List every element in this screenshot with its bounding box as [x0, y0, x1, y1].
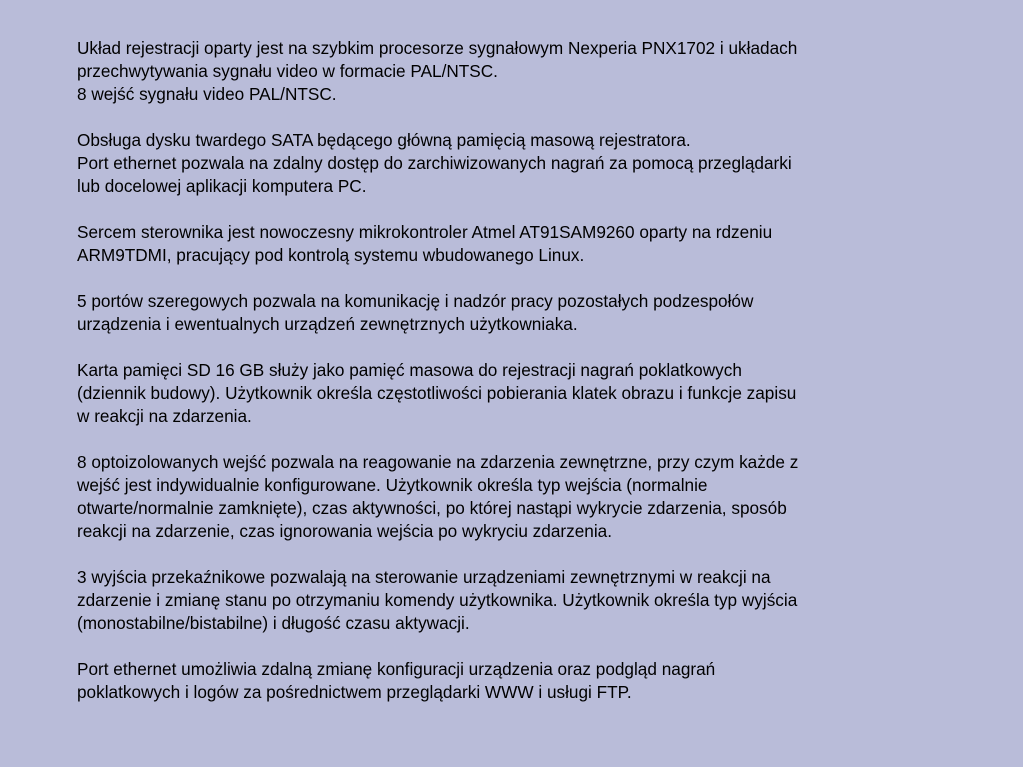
text-line: Port ethernet pozwala na zdalny dostęp do zarchiwizowanych nagrań za pomocą przeglądarki [77, 153, 792, 173]
text-line: Obsługa dysku twardego SATA będącego główną pamięcią masową rejestratora. [77, 130, 691, 150]
text-line: zdarzenie i zmianę stanu po otrzymaniu komendy użytkownika. Użytkownik określa typ wyjścia [77, 590, 798, 610]
text-line: 3 wyjścia przekaźnikowe pozwalają na sterowanie urządzeniami zewnętrznymi w reakcji na [77, 567, 771, 587]
text-line: wejść jest indywidualnie konfigurowane. Użytkownik określa typ wejścia (normalnie [77, 475, 708, 495]
text-line: otwarte/normalnie zamknięte), czas aktywności, po której nastąpi wykrycie zdarzenia, sposób [77, 498, 787, 518]
paragraph-recording-system [77, 37, 957, 106]
text-line: w reakcji na zdarzenia. [77, 406, 252, 426]
paragraph-serial-ports [77, 290, 957, 336]
text-line: Port ethernet umożliwia zdalną zmianę konfiguracji urządzenia oraz podgląd nagrań [77, 659, 716, 679]
paragraph-sd-card [77, 359, 957, 428]
paragraph-storage-network [77, 129, 957, 198]
paragraph-relay-outputs [77, 566, 957, 635]
text-line: Karta pamięci SD 16 GB służy jako pamięć masowa do rejestracji nagrań poklatkowych [77, 360, 742, 380]
text-line: (monostabilne/bistabilne) i długość czasu aktywacji. [77, 613, 470, 633]
paragraph-optoisolated-inputs [77, 451, 957, 543]
text-line: lub docelowej aplikacji komputera PC. [77, 176, 367, 196]
text-line: 8 optoizolowanych wejść pozwala na reagowanie na zdarzenia zewnętrzne, przy czym każde z [77, 452, 799, 472]
text-line: Układ rejestracji oparty jest na szybkim procesorze sygnałowym Nexperia PNX1702 i układach [77, 38, 798, 58]
paragraph-remote-config [77, 658, 957, 704]
text-line: poklatkowych i logów za pośrednictwem przeglądarki WWW i usługi FTP. [77, 682, 632, 702]
text-line: (dziennik budowy). Użytkownik określa częstotliwości pobierania klatek obrazu i funkcje zapisu [77, 383, 797, 403]
document-body [77, 37, 957, 727]
text-line: ARM9TDMI, pracujący pod kontrolą systemu wbudowanego Linux. [77, 245, 585, 265]
text-line: urządzenia i ewentualnych urządzeń zewnętrznych użytkowniaka. [77, 314, 578, 334]
text-line: 5 portów szeregowych pozwala na komunikację i nadzór pracy pozostałych podzespołów [77, 291, 754, 311]
paragraph-microcontroller [77, 221, 957, 267]
text-line: przechwytywania sygnału video w formacie PAL/NTSC. [77, 61, 498, 81]
text-line: reakcji na zdarzenie, czas ignorowania wejścia po wykryciu zdarzenia. [77, 521, 612, 541]
text-line: Sercem sterownika jest nowoczesny mikrokontroler Atmel AT91SAM9260 oparty na rdzeniu [77, 222, 773, 242]
text-line: 8 wejść sygnału video PAL/NTSC. [77, 84, 337, 104]
